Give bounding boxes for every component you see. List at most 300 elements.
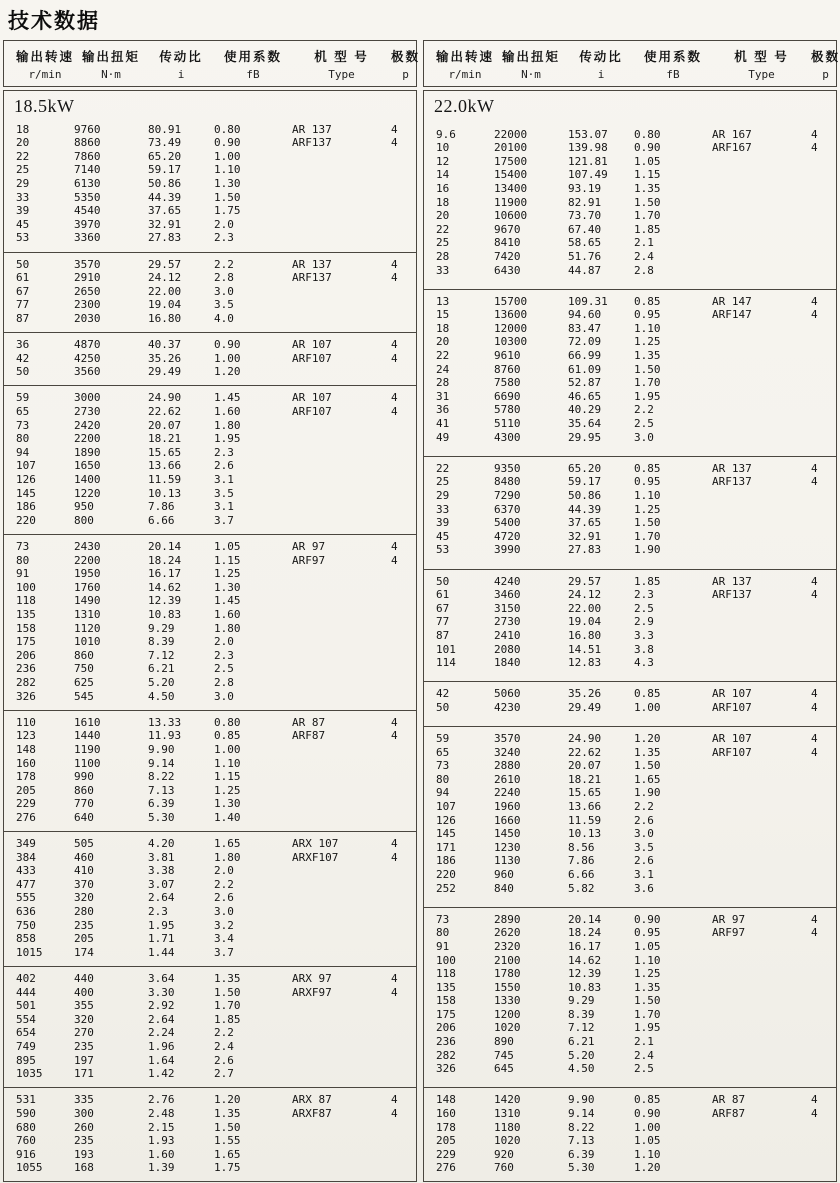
torque-cell: 205 [74,932,94,946]
poles-cell [811,250,836,264]
type-cell [292,459,391,473]
type-cell: AR 107 [712,732,752,746]
type-cell [292,500,391,514]
ratio-cell: 121.81 [568,154,608,168]
type-cell: ARF137 [292,136,332,150]
speed-cell: 41 [436,417,450,431]
table-block [4,332,416,385]
table-row [4,716,416,730]
torque-cell: 10600 [494,209,528,223]
table-row [424,800,836,814]
type-cell [712,1035,811,1049]
table-row [4,811,416,825]
column-unit: Type [748,68,775,81]
type-cell [292,919,391,933]
service-factor-cell: 2.4 [214,1039,234,1053]
speed-cell: 87 [436,628,450,642]
speed-cell: 206 [16,648,36,662]
table-row [424,1035,836,1049]
table-row [4,1093,416,1107]
torque-cell: 11900 [494,195,528,209]
poles-cell: 4 [391,729,398,743]
service-factor-cell: 2.0 [214,217,234,231]
torque-cell: 197 [74,1053,94,1067]
service-factor-cell: 1.50 [634,994,661,1008]
table-row [4,1054,416,1068]
type-cell [292,784,391,798]
torque-cell: 1440 [74,729,101,743]
table-block [424,123,836,284]
table-row [4,1134,416,1148]
ratio-cell: 20.07 [148,418,182,432]
table-row [4,622,416,636]
ratio-cell: 2.64 [148,891,175,905]
poles-cell: 4 [811,687,818,701]
poles-cell [391,500,416,514]
type-cell: AR 87 [712,1093,746,1107]
ratio-cell: 50.86 [568,488,602,502]
speed-cell: 42 [16,351,30,365]
service-factor-cell: 1.35 [634,745,661,759]
ratio-cell: 2.76 [148,1093,175,1107]
ratio-cell: 82.91 [568,195,602,209]
table-row [4,1121,416,1135]
table-row [4,231,416,245]
speed-cell: 107 [436,800,456,813]
type-cell: ARXF107 [292,850,339,864]
data-table-panel [423,40,840,1182]
service-factor-cell: 1.00 [214,149,241,163]
ratio-cell: 22.00 [568,601,602,615]
type-cell: ARX 87 [292,1093,332,1107]
ratio-cell: 66.99 [568,349,602,363]
type-cell: ARX 107 [292,837,339,851]
service-factor-cell: 1.60 [214,405,241,419]
service-factor-cell: 2.9 [634,615,654,629]
table-row [424,954,836,968]
torque-cell: 235 [74,918,94,932]
column-unit: fB [246,68,260,81]
service-factor-cell: 1.05 [214,540,241,553]
table-row [424,516,836,530]
type-cell [292,365,391,379]
type-cell [712,209,811,223]
poles-cell [811,841,836,855]
poles-cell [391,999,416,1013]
type-cell [712,1021,811,1035]
service-factor-cell: 1.10 [634,953,661,967]
speed-cell: 50 [436,700,450,714]
speed-cell: 402 [16,972,36,985]
column-title: 使用系数 [223,50,282,64]
speed-cell: 53 [436,543,450,557]
ratio-cell: 2.92 [148,999,175,1013]
torque-cell: 2910 [74,271,101,285]
poles-cell: 4 [391,391,398,405]
speed-cell: 282 [16,675,36,689]
type-cell: ARF147 [712,308,752,322]
torque-cell: 840 [494,881,514,895]
column-header [568,47,634,81]
service-factor-cell: 2.5 [634,601,654,615]
table-row [424,746,836,760]
type-cell [712,335,811,349]
type-cell [712,773,811,787]
poles-cell [391,177,416,191]
service-factor-cell: 2.2 [634,800,654,813]
type-cell [712,786,811,800]
ratio-cell: 13.66 [148,459,182,473]
ratio-cell: 6.39 [568,1147,595,1161]
torque-cell: 1190 [74,742,101,756]
speed-cell: 236 [16,662,36,676]
ratio-cell: 7.13 [568,1134,595,1148]
column-header [494,47,568,81]
type-cell: ARF97 [712,926,746,940]
service-factor-cell: 2.6 [214,1053,234,1067]
speed-cell: 531 [16,1093,36,1107]
table-row [424,223,836,237]
speed-cell: 229 [436,1147,456,1161]
service-factor-cell: 1.80 [214,850,241,864]
speed-cell: 501 [16,999,36,1013]
ratio-cell: 2.3 [148,905,168,919]
ratio-cell: 3.64 [148,972,175,985]
torque-cell: 2100 [494,953,521,967]
table-block [424,1087,836,1181]
ratio-cell: 6.66 [568,867,595,881]
type-cell [712,954,811,968]
type-cell [292,1054,391,1068]
column-title: 传动比 [579,50,623,64]
ratio-cell: 73.70 [568,209,602,223]
poles-cell [391,1067,416,1081]
table-row [424,141,836,155]
ratio-cell: 46.65 [568,389,602,403]
speed-cell: 252 [436,881,456,895]
poles-cell [811,1035,836,1049]
poles-cell [391,1013,416,1027]
poles-cell [811,223,836,237]
torque-cell: 1950 [74,567,101,581]
ratio-cell: 7.12 [148,648,175,662]
type-cell: ARXF87 [292,1106,332,1120]
torque-cell: 5110 [494,417,521,431]
column-header [292,47,391,81]
poles-cell [811,403,836,417]
torque-cell: 3970 [74,217,101,231]
service-factor-cell: 2.0 [214,635,234,649]
service-factor-cell: 3.1 [214,500,234,514]
table-row [4,635,416,649]
speed-cell: 349 [16,837,36,851]
service-factor-cell: 3.7 [214,513,234,527]
type-cell [712,363,811,377]
ratio-cell: 59.17 [568,475,602,489]
type-cell [292,797,391,811]
type-cell: ARF137 [712,588,752,602]
service-factor-cell: 1.30 [214,580,241,594]
table-row [424,687,836,701]
speed-cell: 186 [16,500,36,514]
table-row [424,1049,836,1063]
speed-cell: 77 [436,615,450,629]
type-cell [712,1134,811,1148]
service-factor-cell: 2.4 [634,1048,654,1062]
column-title: 使用系数 [643,50,702,64]
service-factor-cell: 1.75 [214,1161,241,1175]
speed-cell: 22 [436,222,450,236]
type-cell: AR 87 [292,715,326,729]
service-factor-cell: 3.7 [214,945,234,959]
poles-cell [391,919,416,933]
poles-cell: 4 [391,338,398,352]
table-block [424,681,836,720]
table-row [424,363,836,377]
service-factor-cell: 2.1 [634,236,654,250]
table-row [4,1107,416,1121]
torque-cell: 6130 [74,176,101,190]
poles-cell [391,932,416,946]
speed-cell: 42 [436,687,450,701]
type-cell [292,635,391,649]
table-row [424,732,836,746]
poles-cell [391,163,416,177]
poles-cell [391,946,416,960]
poles-cell: 4 [811,926,818,940]
poles-cell [811,489,836,503]
type-cell: ARF97 [292,553,326,567]
poles-cell [811,1062,836,1076]
torque-cell: 1660 [494,813,521,827]
speed-cell: 28 [436,249,450,263]
column-title: 极数 [391,50,421,64]
service-factor-cell: 1.50 [634,195,661,209]
table-row [4,878,416,892]
ratio-cell: 139.98 [568,141,608,155]
poles-cell [391,743,416,757]
speed-cell: 384 [16,850,36,864]
type-cell [712,994,811,1008]
ratio-cell: 11.59 [148,473,182,487]
ratio-cell: 10.83 [148,607,182,621]
table-row [424,643,836,657]
service-factor-cell: 1.20 [214,1093,241,1107]
service-factor-cell: 2.5 [214,662,234,676]
service-factor-cell: 4.3 [634,656,654,670]
type-cell [292,419,391,433]
speed-cell: 100 [436,953,456,967]
speed-cell: 20 [16,136,30,150]
table-row [4,391,416,405]
speed-cell: 444 [16,985,36,999]
speed-cell: 20 [436,209,450,223]
service-factor-cell: 1.00 [214,742,241,756]
table-row [424,431,836,445]
torque-cell: 5060 [494,687,521,701]
poles-cell: 4 [811,475,818,489]
torque-cell: 335 [74,1093,94,1107]
service-factor-cell: 1.25 [634,335,661,349]
type-cell [292,567,391,581]
torque-cell: 400 [74,985,94,999]
column-header [148,47,214,81]
table-row [4,567,416,581]
service-factor-cell: 1.45 [214,391,241,405]
ratio-cell: 3.81 [148,850,175,864]
speed-cell: 135 [16,607,36,621]
service-factor-cell: 2.7 [214,1067,234,1081]
service-factor-cell: 1.20 [634,732,661,746]
table-row [424,701,836,715]
torque-cell: 320 [74,1012,94,1026]
torque-cell: 15700 [494,294,528,308]
torque-cell: 8480 [494,475,521,489]
speed-cell: 160 [16,756,36,770]
torque-cell: 1960 [494,800,521,813]
column-unit: r/min [448,68,482,81]
speed-cell: 276 [16,810,36,824]
ratio-cell: 18.21 [148,432,182,446]
torque-cell: 1180 [494,1120,521,1134]
speed-cell: 236 [436,1035,456,1049]
type-cell [292,432,391,446]
ratio-cell: 58.65 [568,236,602,250]
poles-cell [811,182,836,196]
data-table-panel [3,40,421,1182]
ratio-cell: 51.76 [568,249,602,263]
table-row [424,1008,836,1022]
poles-cell [811,800,836,814]
table-row [424,1134,836,1148]
poles-cell [811,264,836,278]
speed-cell: 895 [16,1053,36,1067]
ratio-cell: 19.04 [148,298,182,312]
service-factor-cell: 3.0 [214,284,234,298]
torque-cell: 235 [74,1134,94,1148]
type-cell [712,264,811,278]
service-factor-cell: 2.3 [214,445,234,459]
torque-cell: 1120 [74,621,101,635]
table-block [424,289,836,451]
speed-cell: 118 [436,967,456,981]
type-cell [292,446,391,460]
type-cell [292,487,391,501]
torque-cell: 13600 [494,308,528,322]
service-factor-cell: 1.90 [634,786,661,800]
table-block [424,569,836,676]
type-cell: AR 107 [292,338,332,352]
poles-cell [811,1161,836,1175]
column-title: 机 型 号 [734,50,789,64]
torque-cell: 5400 [494,516,521,530]
service-factor-cell: 1.35 [214,1106,241,1120]
service-factor-cell: 1.65 [214,837,241,851]
ratio-cell: 7.86 [148,500,175,514]
speed-cell: 158 [16,621,36,635]
speed-cell: 50 [16,365,30,379]
poles-cell [811,335,836,349]
ratio-cell: 16.80 [148,311,182,325]
type-cell: AR 97 [292,540,326,553]
type-cell [712,516,811,530]
column-title: 输出转速 [436,50,495,64]
ratio-cell: 15.65 [568,786,602,800]
poles-cell: 4 [811,700,818,714]
service-factor-cell: 1.65 [634,772,661,786]
torque-cell: 2730 [74,405,101,419]
torque-cell: 3360 [74,231,101,245]
type-cell [712,155,811,169]
ratio-cell: 6.39 [148,797,175,811]
type-cell [712,236,811,250]
torque-cell: 920 [494,1147,514,1161]
torque-cell: 1130 [494,854,521,868]
speed-cell: 326 [16,689,36,703]
ratio-cell: 67.40 [568,222,602,236]
speed-cell: 1035 [16,1067,43,1081]
ratio-cell: 20.07 [568,759,602,773]
service-factor-cell: 3.8 [634,642,654,656]
table-row [424,250,836,264]
torque-cell: 1220 [74,486,101,500]
ratio-cell: 40.29 [568,403,602,417]
ratio-cell: 27.83 [148,231,182,245]
speed-cell: 80 [436,772,450,786]
table-row [424,1021,836,1035]
poles-cell [811,786,836,800]
ratio-cell: 9.29 [568,994,595,1008]
type-cell [292,622,391,636]
speed-cell: 750 [16,918,36,932]
poles-cell [391,1026,416,1040]
table-row [424,854,836,868]
service-factor-cell: 0.95 [634,926,661,940]
torque-cell: 2300 [74,298,101,312]
speed-cell: 554 [16,1012,36,1026]
table-row [424,602,836,616]
table-row [424,376,836,390]
service-factor-cell: 1.85 [634,574,661,588]
torque-cell: 1310 [74,607,101,621]
torque-cell: 300 [74,1106,94,1120]
poles-cell [391,797,416,811]
poles-cell: 4 [391,540,398,553]
torque-cell: 4230 [494,700,521,714]
type-cell [712,250,811,264]
service-factor-cell: 0.85 [634,294,661,308]
table-block [424,907,836,1082]
poles-cell [811,602,836,616]
poles-cell [391,419,416,433]
service-factor-cell: 0.80 [634,127,661,141]
speed-cell: 220 [436,867,456,881]
table-row [424,168,836,182]
torque-cell: 640 [74,810,94,824]
poles-cell: 4 [811,308,818,322]
service-factor-cell: 3.0 [214,905,234,919]
poles-cell: 4 [391,271,398,285]
speed-cell: 123 [16,729,36,743]
ratio-cell: 24.90 [148,391,182,405]
speed-cell: 135 [436,980,456,994]
ratio-cell: 29.57 [568,574,602,588]
column-title: 极数 [811,50,840,64]
ratio-cell: 93.19 [568,181,602,195]
service-factor-cell: 1.25 [214,783,241,797]
table-row [4,797,416,811]
table-row [424,322,836,336]
